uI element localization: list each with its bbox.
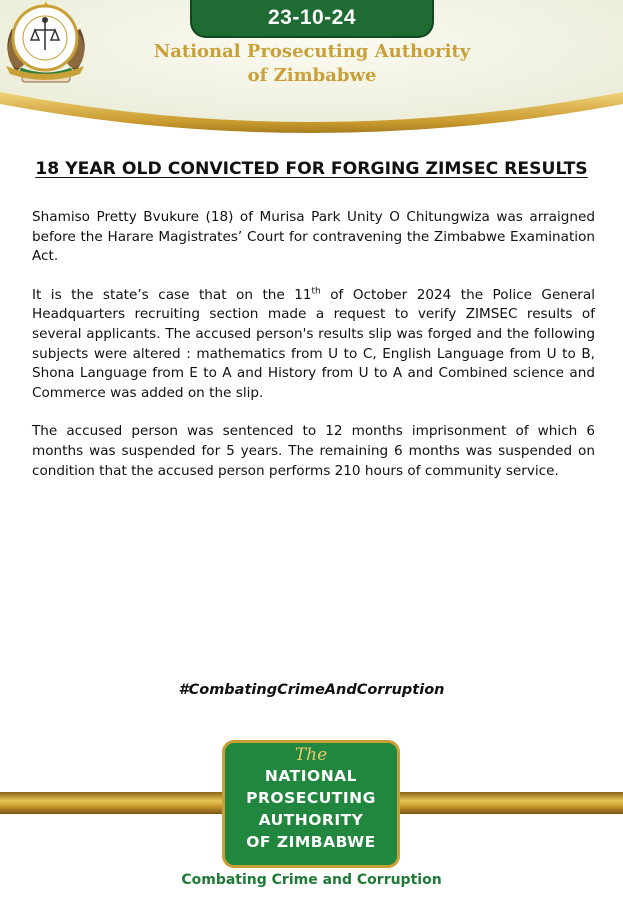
- paragraph-2-rest: of October 2024 the Police General Headquarters recruiting section made a request to verify ZIMSEC results of several applicants. The accused person's results slip was forged and the following subjects were altered : mathematics from U to C, English Language from U to B, Shona Language from E to A and History from U to A and Combined science and Commerce was added on the slip.: [32, 286, 596, 401]
- npa-footer-logo: [222, 740, 400, 868]
- organization-title: [132, 40, 492, 88]
- article-body: [32, 208, 595, 500]
- ordinal-suffix: th: [311, 286, 321, 297]
- org-title-line2: of Zimbabwe: [247, 65, 377, 86]
- article-headline: 18 YEAR OLD CONVICTED FOR FORGING ZIMSEC RESULTS: [35, 159, 588, 179]
- paragraph-2-lead: It is the state’s case that on the 11: [32, 286, 312, 303]
- article-paragraph-3: The accused person was sentenced to 12 months imprisonment of which 6 months was suspended for 5 years. The remaining 6 months was suspended on condition that the accused person performs 210 hours of community service.: [32, 423, 595, 479]
- header-banner: [0, 0, 623, 142]
- logo-the-script: The: [294, 745, 328, 765]
- campaign-hashtag: #CombatingCrimeAndCorruption: [178, 682, 445, 698]
- logo-line-of-zimbabwe: OF ZIMBABWE: [246, 833, 376, 851]
- date-badge: 23-10-24: [190, 0, 434, 38]
- article-paragraph-2: [32, 286, 595, 404]
- logo-line-prosecuting: PROSECUTING: [246, 789, 376, 807]
- npa-seal-icon: [0, 0, 90, 80]
- org-title-line1: National Prosecuting Authority: [153, 41, 471, 62]
- article-paragraph-1: Shamiso Pretty Bvukure (18) of Murisa Park Unity O Chitungwiza was arraigned before the Harare Magistrates’ Court for contravening the Zimbabwe Examination Act.: [32, 209, 595, 265]
- footer-tagline: Combating Crime and Corruption: [181, 872, 442, 888]
- logo-line-national: NATIONAL: [264, 767, 358, 785]
- logo-line-authority: AUTHORITY: [258, 811, 364, 829]
